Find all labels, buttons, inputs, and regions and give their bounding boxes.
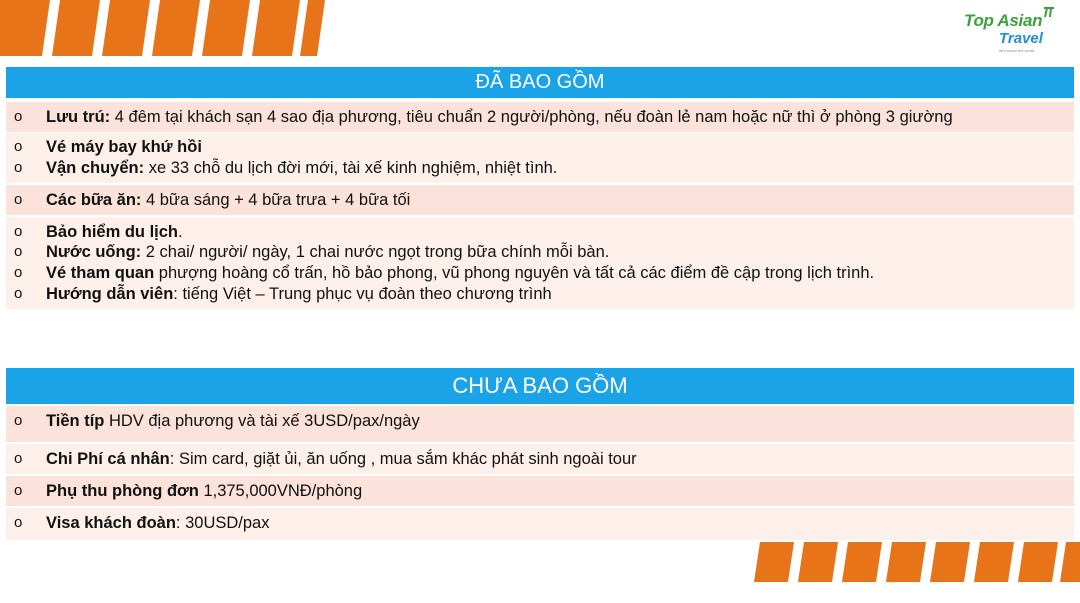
item-text: . — [178, 223, 183, 241]
included-header: ĐÃ BAO GỒM — [6, 67, 1074, 98]
excluded-header: CHƯA BAO GỒM — [6, 368, 1074, 404]
item-text: 2 chai/ người/ ngày, 1 chai nước ngọt trong bữa chính mỗi bàn. — [141, 243, 610, 261]
item-label: Vé máy bay khứ hồi — [46, 138, 202, 156]
excluded-row-2 — [6, 444, 1074, 474]
item-label: Tiền típ — [46, 412, 105, 430]
logo-line1: Top Asian — [964, 11, 1043, 30]
bullet-icon: o — [14, 138, 23, 155]
orange-stripes-bottom — [752, 542, 1080, 582]
company-logo — [962, 5, 1062, 53]
item-text: 1,375,000VNĐ/phòng — [198, 482, 363, 500]
included-row-2 — [6, 133, 1074, 183]
item-text: : Sim card, giặt ủi, ăn uống , mua sắm khác phát sinh ngoài tour — [169, 450, 637, 468]
bullet-icon: o — [14, 223, 23, 240]
item-label: Visa khách đoàn — [46, 514, 176, 532]
item-text: xe 33 chỗ du lịch đời mới, tài xế kinh nghiệm, nhiệt tình. — [144, 159, 558, 177]
bullet-icon: o — [14, 412, 23, 429]
bullet-icon: o — [14, 159, 23, 176]
orange-stripes-top — [0, 0, 330, 56]
bullet-icon: o — [14, 191, 23, 208]
logo-mark-icon — [1042, 5, 1056, 19]
list-item — [6, 189, 1074, 211]
bullet-icon: o — [14, 264, 23, 281]
logo-line2: Travel — [999, 30, 1043, 47]
list-item — [6, 241, 1074, 263]
list-item — [6, 512, 1074, 534]
item-label: Bảo hiểm du lịch — [46, 223, 179, 241]
included-row-1 — [6, 102, 1074, 132]
excluded-row-1 — [6, 406, 1074, 442]
item-label: Các bữa ăn: — [46, 191, 142, 209]
list-item — [6, 480, 1074, 502]
bullet-icon: o — [14, 243, 23, 260]
bullet-icon: o — [14, 450, 23, 467]
item-text: : tiếng Việt – Trung phục vụ đoàn theo chương trình — [173, 285, 552, 303]
bullet-icon: o — [14, 108, 23, 125]
list-item — [6, 221, 1074, 243]
list-item — [6, 106, 1074, 128]
included-row-3 — [6, 185, 1074, 215]
bullet-icon: o — [14, 285, 23, 302]
excluded-row-3 — [6, 476, 1074, 506]
list-item — [6, 136, 1074, 158]
item-text: phượng hoàng cổ trấn, hồ bảo phong, vũ phong nguyên và tất cả các điểm đề cập trong lịch trình. — [154, 264, 875, 282]
item-label: Lưu trú: — [46, 108, 111, 126]
item-text: 4 đêm tại khách sạn 4 sao địa phương, tiêu chuẩn 2 người/phòng, nếu đoàn lẻ nam hoặc nữ thì ở phòng 3 giường — [110, 108, 953, 126]
included-row-4 — [6, 217, 1074, 309]
bullet-icon: o — [14, 514, 23, 531]
logo-tagline: let's travel the world — [999, 48, 1035, 53]
list-item — [6, 157, 1074, 179]
excluded-row-4 — [6, 508, 1074, 540]
list-item — [6, 448, 1074, 470]
item-label: Hướng dẫn viên — [46, 285, 174, 303]
item-label: Phụ thu phòng đơn — [46, 482, 199, 500]
item-label: Nước uống: — [46, 243, 142, 261]
list-item — [6, 410, 1074, 432]
item-label: Chi Phí cá nhân — [46, 450, 170, 468]
item-label: Vé tham quan — [46, 264, 155, 282]
bullet-icon: o — [14, 482, 23, 499]
item-text: : 30USD/pax — [175, 514, 270, 532]
list-item — [6, 262, 1074, 284]
item-text: HDV địa phương và tài xế 3USD/pax/ngày — [104, 412, 420, 430]
item-text: 4 bữa sáng + 4 bữa trưa + 4 bữa tối — [141, 191, 411, 209]
item-label: Vận chuyển: — [46, 159, 145, 177]
list-item — [6, 283, 1074, 305]
